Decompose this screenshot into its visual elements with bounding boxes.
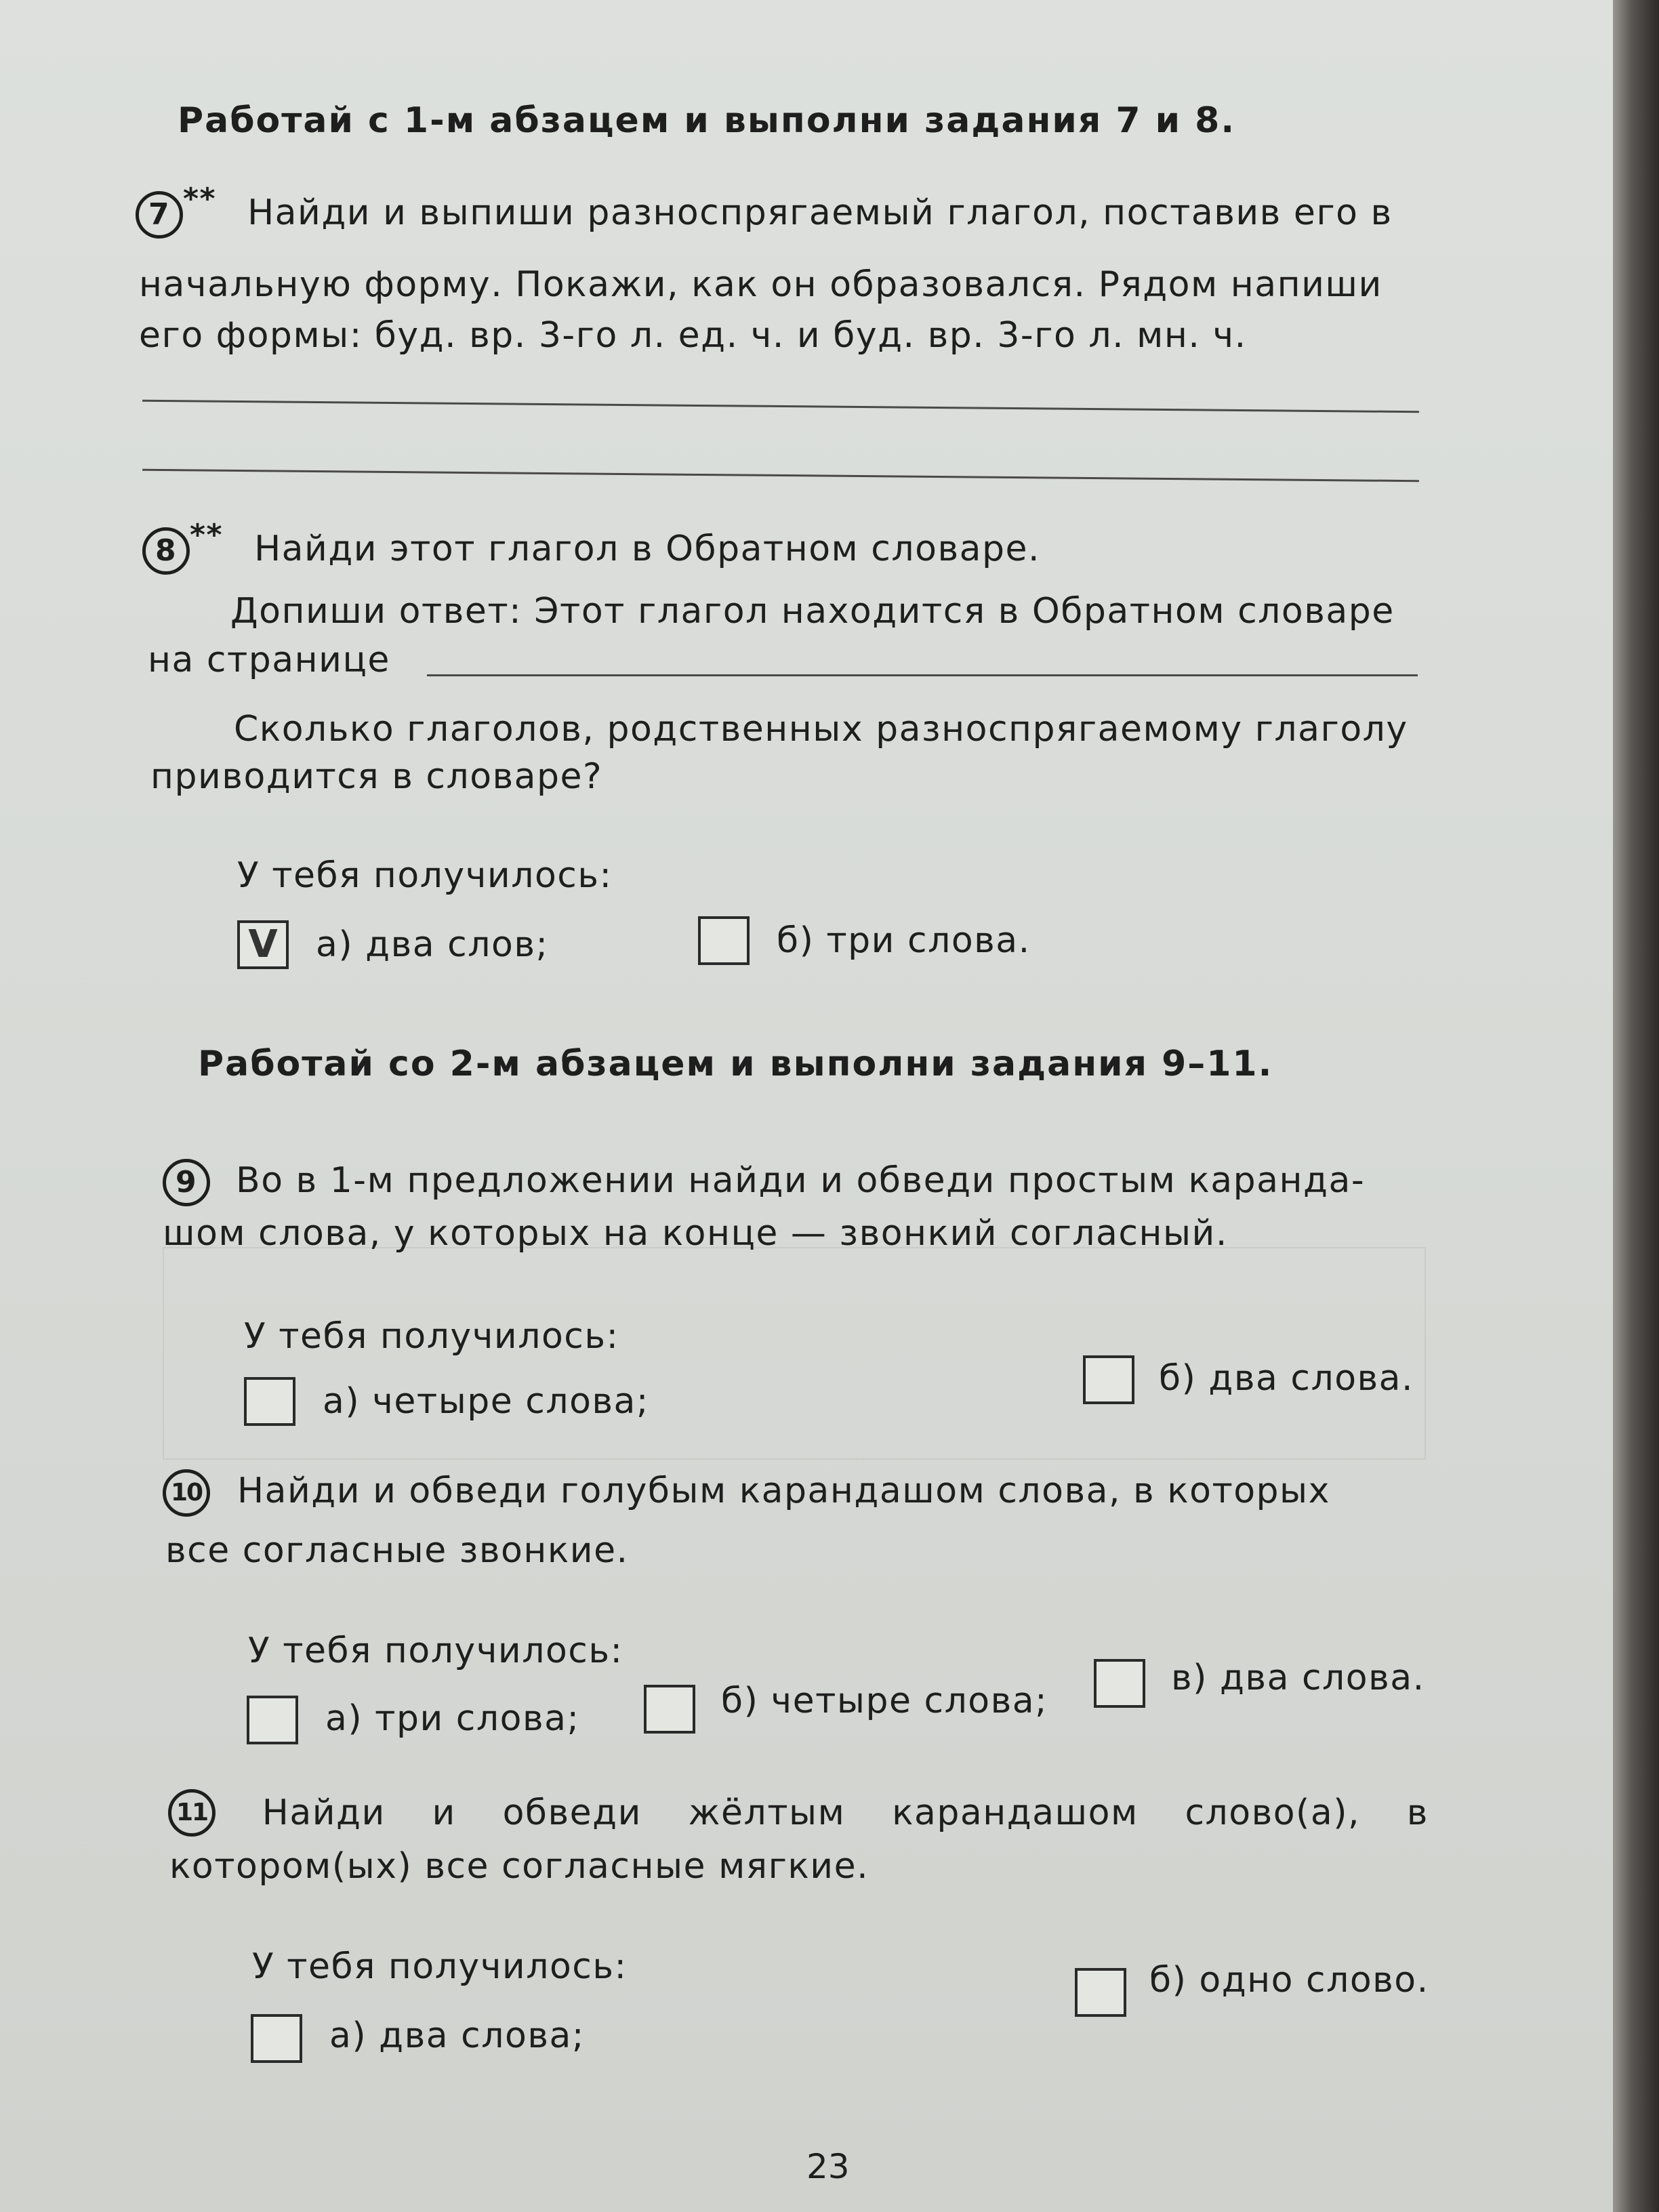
section-1-title: Работай с 1-м абзацем и выполни задания 7 и 8. [178,100,1236,141]
task-8-question-line-2: приводится в словаре? [150,756,603,797]
task-11-word-1: Найди [262,1793,386,1833]
task-11-result-label: У тебя получилось: [252,1946,628,1987]
task-9-option-a-checkbox[interactable] [244,1377,295,1426]
task-8-question-line-1: Сколько глаголов, родственных разноспрягаемому глаголу [234,709,1408,750]
task-10-option-c-label: в) два слова. [1171,1658,1425,1698]
task-7-stars: ** [183,182,217,216]
task-8-line-1 [142,518,1040,575]
book-edge-shadow [1613,0,1659,2212]
section-2-title: Работай со 2-м абзацем и выполни задания 9–11. [198,1044,1273,1084]
task-8-option-b-label: б) три слова. [777,920,1031,961]
task-11-text-line-2: котором(ых) все согласные мягкие. [169,1846,869,1887]
task-11-option-b-label: б) одно слово. [1149,1960,1429,2001]
task-11-option-a-label: а) два слова; [329,2015,585,2056]
task-7-text-line-3: его формы: буд. вр. 3-го л. ед. ч. и буд. вр. 3-го л. мн. ч. [139,315,1247,356]
task-11-word-6: слово(а), [1185,1793,1361,1833]
task-9-number-badge: 9 [163,1159,210,1206]
task-10-text-line-1: Найди и обведи голубым карандашом слова, в которых [237,1471,1330,1511]
task-7-line-1 [136,182,1393,239]
task-11-option-a-checkbox[interactable] [251,2014,302,2063]
task-11-line-1 [168,1789,1429,1837]
task-8-option-a-label: а) два слов; [316,924,549,965]
task-8-stars: ** [190,518,224,552]
task-10-line-1 [163,1469,1330,1517]
task-10-option-b-label: б) четыре слова; [721,1681,1048,1721]
task-9-text-line-2: шом слова, у которых на конце — звонкий согласный. [163,1213,1228,1254]
task-9-result-label: У тебя получилось: [244,1316,619,1357]
task-8-text-line-3: на странице [148,640,390,680]
task-8-option-a-checkbox[interactable]: V [237,920,289,969]
task-8-number-badge: 8 [142,527,190,575]
task-11-word-2: и [432,1793,456,1833]
task-7-answer-line-2[interactable] [142,469,1419,482]
task-11-word-4: жёлтым [688,1793,846,1833]
task-8-result-label: У тебя получилось: [237,855,613,896]
task-7-answer-line-1[interactable] [142,400,1419,413]
task-10-option-b-checkbox[interactable] [644,1685,695,1734]
task-11-number-badge: 11 [168,1789,216,1837]
task-9-option-a-label: а) четыре слова; [323,1381,649,1422]
task-8-text-line-1: Найди этот глагол в Обратном словаре. [254,529,1040,569]
task-9-option-b-checkbox[interactable] [1083,1355,1134,1404]
task-9-option-b-label: б) два слова. [1159,1358,1414,1399]
task-11-word-5: карандашом [892,1793,1139,1833]
task-10-text-line-2: все согласные звонкие. [165,1530,629,1571]
task-7-text-line-2: начальную форму. Покажи, как он образовался. Рядом напиши [139,264,1382,305]
task-7-number-badge: 7 [136,191,183,239]
task-9-line-1 [163,1159,1365,1206]
task-8-text-line-2: Допиши ответ: Этот глагол находится в Обратном словаре [230,591,1395,632]
task-10-option-a-checkbox[interactable] [247,1696,298,1744]
task-10-option-a-label: а) три слова; [325,1698,580,1739]
task-8-page-answer-line[interactable] [427,674,1418,676]
task-11-word-3: обведи [502,1793,642,1833]
task-11-option-b-checkbox[interactable] [1075,1968,1126,2017]
task-9-text-line-1: Во в 1-м предложении найди и обведи простым каранда- [236,1160,1366,1201]
task-11-word-7: в [1406,1793,1429,1833]
task-10-result-label: У тебя получилось: [248,1631,623,1671]
task-10-number-badge: 10 [163,1469,210,1517]
task-10-option-c-checkbox[interactable] [1094,1659,1145,1708]
page-number: 23 [806,2147,850,2186]
task-7-text-line-1: Найди и выпиши разноспрягаемый глагол, поставив его в [247,192,1393,233]
task-8-option-b-checkbox[interactable] [698,916,750,965]
